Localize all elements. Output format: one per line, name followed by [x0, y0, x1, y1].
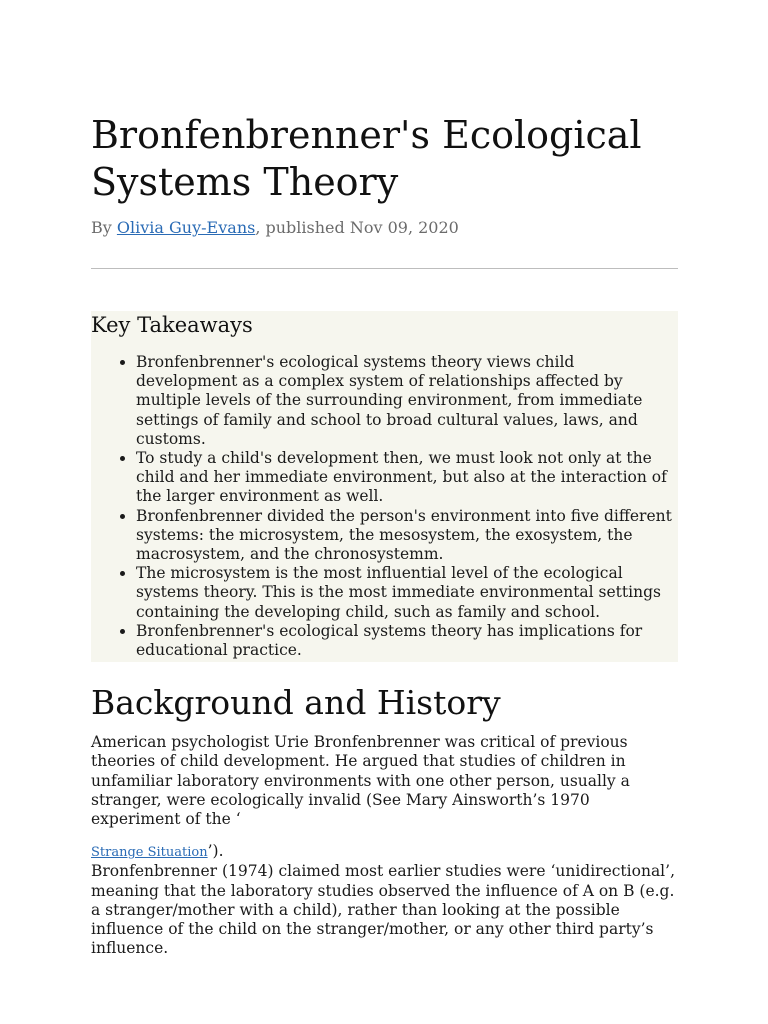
key-takeaways-box [91, 311, 678, 662]
strange-situation-line [91, 842, 678, 862]
byline [91, 218, 678, 238]
takeaway-item: • Bronfenbrenner's ecological systems theory views child development as a complex system of relationships affected by multiple levels of the surrounding environment, from immediate settings of family and school to broad cultural values, laws, and customs. [136, 353, 678, 449]
takeaway-item: • Bronfenbrenner divided the person's environment into five different systems: the microsystem, the mesosystem, the exosystem, the macrosystem, and the chronosystemm. [136, 507, 678, 565]
byline-date: , published Nov 09, 2020 [255, 218, 459, 237]
takeaways-list [91, 353, 678, 660]
divider [91, 268, 678, 269]
strange-situation-link[interactable]: Strange Situation [91, 845, 208, 861]
background-paragraph: American psychologist Urie Bronfenbrenner was critical of previous theories of child development. He argued that studies of children in unfamiliar laboratory environments with one other person, usually a stranger, were ecologically invalid (See Mary Ainsworth’s 1970 experiment of the ‘ [91, 733, 630, 829]
article [91, 112, 678, 958]
takeaway-item: • Bronfenbrenner's ecological systems theory has implications for educational practice. [136, 622, 678, 660]
article-title: Bronfenbrenner's Ecological Systems Theory [91, 113, 642, 204]
author-link[interactable]: Olivia Guy-Evans [116, 218, 256, 237]
takeaway-item: • The microsystem is the most influential level of the ecological systems theory. This is the most immediate environmental settings containing the developing child, such as family and school. [136, 564, 678, 622]
link-suffix: ’). [207, 842, 224, 861]
key-takeaways-heading: Key Takeaways [91, 313, 253, 337]
takeaway-item: • To study a child's development then, we must look not only at the child and her immediate environment, but also at the interaction of the larger environment as well. [136, 449, 678, 507]
unidirectional-paragraph: Bronfenbrenner (1974) claimed most earlier studies were ‘unidirectional’, meaning that the laboratory studies observed the influence of A on B (e.g. a stranger/mother with a child), rather than looking at the possible influence of the child on the stranger/mother, or any other third party’s influence. [91, 862, 675, 958]
byline-prefix: By [91, 218, 117, 237]
background-heading: Background and History [91, 683, 501, 723]
